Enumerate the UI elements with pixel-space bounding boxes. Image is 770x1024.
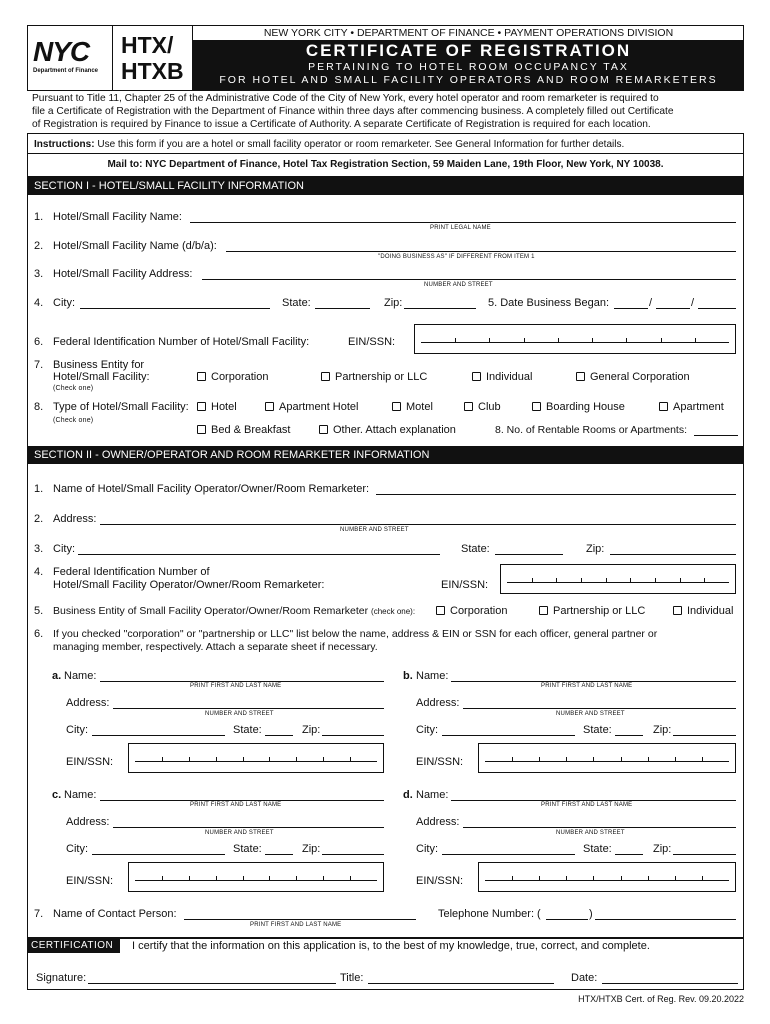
checkbox-label: Corporation: [450, 605, 508, 617]
ein-digit-separator: [680, 578, 681, 583]
s1-date-sep-2: /: [691, 297, 695, 309]
s1-q7-check-hint: (Check one): [53, 385, 94, 392]
ein-digit-separator: [323, 757, 324, 762]
cert-title-field[interactable]: [368, 983, 554, 984]
ein-digit-separator: [621, 876, 622, 881]
checkbox-square: [321, 372, 330, 381]
instructions-divider: [27, 153, 744, 154]
s1-q7-label-1: Business Entity for: [53, 359, 145, 371]
officer-c-name-hint: PRINT FIRST AND LAST NAME: [190, 802, 282, 808]
officer-b-ein-field[interactable]: [478, 743, 736, 773]
form-code-panel: [113, 25, 193, 91]
signature-field[interactable]: [88, 983, 336, 984]
checkbox-square: [197, 372, 206, 381]
officer-a-ein-field[interactable]: [128, 743, 384, 773]
s2-city-field[interactable]: [78, 554, 440, 555]
ein-digit-separator: [593, 757, 594, 762]
s1-q2-hint: "DOING BUSINESS AS" IF DIFFERENT FROM ITEM 1: [378, 254, 535, 260]
s2-q2-label: Address:: [53, 513, 97, 525]
instructions-body: Use this form if you are a hotel or small facility operator or room remarketer. See General Information for further details.: [94, 139, 625, 150]
s1-q1-num: 1.: [34, 211, 44, 223]
officer-c-letter: c.: [52, 789, 62, 801]
ein-digit-separator: [189, 876, 190, 881]
ein-digit-separator: [532, 578, 533, 583]
s2-operator-name-field[interactable]: [376, 494, 736, 495]
s1-type-motel-checkbox[interactable]: [392, 401, 433, 414]
ein-digit-separator: [524, 338, 525, 343]
s1-q3-label: Hotel/Small Facility Address:: [53, 268, 193, 280]
ein-digit-separator: [566, 757, 567, 762]
checkbox-label: Other. Attach explanation: [333, 424, 456, 436]
s2-q5-num: 5.: [34, 605, 44, 617]
form-subtitle-1: PERTAINING TO HOTEL ROOM OCCUPANCY TAX: [308, 61, 629, 73]
s1-entity-partnership-checkbox[interactable]: [321, 371, 427, 384]
checkbox-square: [197, 425, 206, 434]
checkbox-square: [539, 606, 548, 615]
checkbox-label: Boarding House: [546, 401, 625, 413]
s1-q7-num: 7.: [34, 359, 44, 371]
agency-line: NEW YORK CITY • DEPARTMENT OF FINANCE • PAYMENT OPERATIONS DIVISION: [263, 27, 674, 39]
s2-q7-label: Name of Contact Person:: [53, 908, 177, 920]
s2-q5-label: [53, 605, 415, 618]
logo-panel: [27, 25, 113, 91]
s2-address-field[interactable]: [100, 524, 736, 525]
s1-q3-hint: NUMBER AND STREET: [424, 282, 493, 288]
s2-q1-num: 1.: [34, 483, 44, 495]
ein-digit-separator: [189, 757, 190, 762]
s2-q4-label-1: Federal Identification Number of: [53, 566, 210, 578]
s2-phone-close: ): [589, 908, 593, 920]
officer-a-ein-label: EIN/SSN:: [66, 756, 114, 768]
officer-d-address-label: Address:: [416, 816, 460, 828]
ein-digit-separator: [512, 876, 513, 881]
s1-type-apartment-checkbox[interactable]: [659, 401, 724, 414]
s2-q4-label-2: Hotel/Small Facility Operator/Owner/Room Remarketer:: [53, 579, 325, 591]
officer-a-name-field[interactable]: [100, 681, 384, 682]
officer-a-address-hint: NUMBER AND STREET: [205, 711, 274, 717]
s1-q8-label: Type of Hotel/Small Facility:: [53, 401, 189, 413]
checkbox-label: Individual: [486, 371, 533, 383]
ein-digit-separator: [162, 876, 163, 881]
ein-digit-separator: [626, 338, 627, 343]
ein-baseline: [485, 880, 729, 881]
s2-q3-num: 3.: [34, 543, 44, 555]
officer-b-address-hint: NUMBER AND STREET: [556, 711, 625, 717]
officer-a-zip-label: Zip:: [302, 724, 321, 736]
ein-digit-separator: [512, 757, 513, 762]
s1-ein-field[interactable]: [414, 324, 736, 354]
officer-d-address-field[interactable]: [463, 827, 736, 828]
s1-zip-label: Zip:: [384, 297, 403, 309]
s1-type-hotel-checkbox[interactable]: [197, 401, 237, 414]
officer-c-address-field[interactable]: [113, 827, 384, 828]
officer-c-city-field[interactable]: [92, 854, 225, 855]
officer-c-name-field[interactable]: [100, 800, 384, 801]
s1-date-day-field[interactable]: [656, 308, 690, 309]
ein-digit-separator: [556, 578, 557, 583]
instructions-label: Instructions:: [34, 139, 95, 150]
checkbox-square: [659, 402, 668, 411]
s2-q7-num: 7.: [34, 908, 44, 920]
checkbox-label: General Corporation: [590, 371, 690, 383]
officer-a-name-hint: PRINT FIRST AND LAST NAME: [190, 683, 282, 689]
s1-q6-label: Federal Identification Number of Hotel/Small Facility:: [53, 336, 310, 348]
ein-baseline: [485, 761, 729, 762]
ein-digit-separator: [350, 757, 351, 762]
officer-b-name-field[interactable]: [451, 681, 736, 682]
ein-digit-separator: [216, 757, 217, 762]
s2-q5-text: Business Entity of Small Facility Operator/Owner/Room Remarketer: [53, 605, 369, 617]
officer-d-city-label: City:: [416, 843, 438, 855]
ein-digit-separator: [621, 757, 622, 762]
ein-digit-separator: [593, 876, 594, 881]
officer-b-zip-field[interactable]: [673, 735, 736, 736]
s1-q2-label: Hotel/Small Facility Name (d/b/a):: [53, 240, 217, 252]
s2-q5-check-hint: (check one):: [371, 607, 416, 616]
ein-digit-separator: [489, 338, 490, 343]
s1-zip-field[interactable]: [404, 308, 476, 309]
checkbox-label: Apartment: [673, 401, 724, 413]
officer-a-address-field[interactable]: [113, 708, 384, 709]
s1-date-month-field[interactable]: [614, 308, 648, 309]
s1-state-label: State:: [282, 297, 311, 309]
ein-digit-separator: [566, 876, 567, 881]
officer-c-address-label: Address:: [66, 816, 110, 828]
ein-baseline: [135, 761, 377, 762]
ein-digit-separator: [296, 757, 297, 762]
officer-d-state-label: State:: [583, 843, 612, 855]
checkbox-square: [319, 425, 328, 434]
cert-title-label: Title:: [340, 972, 364, 984]
intro-line-2: file a Certificate of Registration with the Department of Finance within three days after commencing business. A completely filled out Certificate: [32, 106, 674, 117]
s1-type-club-checkbox[interactable]: [464, 401, 501, 414]
officer-d-zip-label: Zip:: [653, 843, 672, 855]
checkbox-square: [576, 372, 585, 381]
s2-q4-ein-label: EIN/SSN:: [441, 579, 489, 591]
officer-b-address-label: Address:: [416, 697, 460, 709]
checkbox-label: Partnership or LLC: [335, 371, 428, 383]
s1-q4-num: 4.: [34, 297, 44, 309]
ein-digit-separator: [162, 757, 163, 762]
officer-c-zip-label: Zip:: [302, 843, 321, 855]
s2-q6-line-1: If you checked "corporation" or "partnership or LLC" list below the name, address & EIN or SSN for each officer, general partner or: [53, 628, 658, 640]
s1-entity-individual-checkbox[interactable]: [472, 371, 532, 384]
s2-state-field[interactable]: [495, 554, 563, 555]
checkbox-square: [197, 402, 206, 411]
officer-b-address-field[interactable]: [463, 708, 736, 709]
checkbox-label: Corporation: [211, 371, 269, 383]
s1-q8-check-hint: (Check one): [53, 417, 94, 424]
section-2-header: SECTION II - OWNER/OPERATOR AND ROOM REMARKETER INFORMATION: [27, 446, 744, 464]
officer-b-name-hint: PRINT FIRST AND LAST NAME: [541, 683, 633, 689]
officer-c-name-label: Name:: [64, 789, 97, 801]
officer-b-city-field[interactable]: [442, 735, 575, 736]
s2-q7-hint: PRINT FIRST AND LAST NAME: [250, 922, 342, 928]
ein-digit-separator: [269, 876, 270, 881]
officer-a-state-label: State:: [233, 724, 262, 736]
ein-digit-separator: [704, 578, 705, 583]
checkbox-label: Apartment Hotel: [279, 401, 359, 413]
ein-digit-separator: [702, 757, 703, 762]
s1-state-field[interactable]: [315, 308, 370, 309]
form-subtitle-2: FOR HOTEL AND SMALL FACILITY OPERATORS AND ROOM REMARKETERS: [219, 74, 718, 86]
officer-c-ein-label: EIN/SSN:: [66, 875, 114, 887]
officer-b-state-label: State:: [583, 724, 612, 736]
ein-digit-separator: [296, 876, 297, 881]
cert-date-label: Date:: [571, 972, 598, 984]
checkbox-label: Hotel: [211, 401, 237, 413]
officer-c-state-field[interactable]: [265, 854, 293, 855]
s1-facility-name-field[interactable]: [190, 222, 736, 223]
s1-type-other-checkbox[interactable]: [319, 424, 456, 437]
officer-d-letter: d.: [403, 789, 413, 801]
officer-d-name-label: Name:: [416, 789, 449, 801]
officer-b-zip-label: Zip:: [653, 724, 672, 736]
s1-type-boarding-house-checkbox[interactable]: [532, 401, 625, 414]
certification-statement: I certify that the information on this application is, to the best of my knowledge, true, correct, and complete.: [132, 940, 650, 952]
intro-line-1: Pursuant to Title 11, Chapter 25 of the Administrative Code of the City of New York, every hotel operator and room remarketer is required to: [32, 93, 659, 104]
s2-q2-hint: NUMBER AND STREET: [340, 527, 409, 533]
s2-contact-name-field[interactable]: [184, 919, 416, 920]
s1-city-label: City:: [53, 297, 75, 309]
officer-b-ein-label: EIN/SSN:: [416, 756, 464, 768]
ein-digit-separator: [675, 876, 676, 881]
ein-baseline: [135, 880, 377, 881]
officer-b-name-label: Name:: [416, 670, 449, 682]
s1-dba-field[interactable]: [226, 251, 736, 252]
s1-date-began-label: 5. Date Business Began:: [488, 297, 610, 309]
s1-rentable-rooms-field[interactable]: [694, 435, 738, 436]
s1-address-field[interactable]: [202, 279, 736, 280]
certification-label: CERTIFICATION: [27, 938, 120, 953]
form-revision: HTX/HTXB Cert. of Reg. Rev. 09.20.2022: [578, 994, 744, 1004]
mail-to: Mail to: NYC Department of Finance, Hotel Tax Registration Section, 59 Maiden Lane, 19th Floor, New York, NY 10038.: [107, 159, 664, 170]
checkbox-square: [673, 606, 682, 615]
checkbox-label: Bed & Breakfast: [211, 424, 291, 436]
officer-c-city-label: City:: [66, 843, 88, 855]
ein-digit-separator: [648, 876, 649, 881]
nyc-logo: NYC: [33, 36, 90, 67]
s1-entity-corporation-checkbox[interactable]: [197, 371, 268, 384]
s2-q2-num: 2.: [34, 513, 44, 525]
ein-digit-separator: [606, 578, 607, 583]
s1-date-sep-1: /: [649, 297, 653, 309]
form-code-line2: HTXB: [121, 58, 184, 84]
checkbox-label: Individual: [687, 605, 734, 617]
ein-digit-separator: [648, 757, 649, 762]
ein-digit-separator: [539, 757, 540, 762]
ein-digit-separator: [243, 757, 244, 762]
checkbox-label: Motel: [406, 401, 433, 413]
s1-q6-num: 6.: [34, 336, 44, 348]
s2-city-label: City:: [53, 543, 75, 555]
officer-c-state-label: State:: [233, 843, 262, 855]
s1-type-bed-breakfast-checkbox[interactable]: [197, 424, 291, 437]
checkbox-square: [392, 402, 401, 411]
section-1-header: SECTION I - HOTEL/SMALL FACILITY INFORMATION: [27, 177, 744, 195]
officer-a-letter: a.: [52, 670, 62, 682]
officer-a-address-label: Address:: [66, 697, 110, 709]
officer-c-zip-field[interactable]: [322, 854, 384, 855]
ein-digit-separator: [269, 757, 270, 762]
s2-entity-corporation-checkbox[interactable]: [436, 605, 507, 618]
cert-date-field[interactable]: [602, 983, 738, 984]
s2-phone-label: Telephone Number: (: [438, 908, 541, 920]
s1-q2-num: 2.: [34, 240, 44, 252]
s1-type-apartment-hotel-checkbox[interactable]: [265, 401, 358, 414]
s1-city-field[interactable]: [80, 308, 270, 309]
officer-a-state-field[interactable]: [265, 735, 293, 736]
s1-ein-baseline: [421, 342, 729, 343]
ein-digit-separator: [350, 876, 351, 881]
s1-q3-num: 3.: [34, 268, 44, 280]
ein-digit-separator: [661, 338, 662, 343]
instructions-text: [34, 138, 624, 151]
officer-d-state-field[interactable]: [615, 854, 643, 855]
officer-b-state-field[interactable]: [615, 735, 643, 736]
ein-digit-separator: [558, 338, 559, 343]
ein-digit-separator: [455, 338, 456, 343]
officer-a-zip-field[interactable]: [322, 735, 384, 736]
s1-q1-label: Hotel/Small Facility Name:: [53, 211, 182, 223]
officer-d-name-hint: PRINT FIRST AND LAST NAME: [541, 802, 633, 808]
s1-entity-general-corp-checkbox[interactable]: [576, 371, 690, 384]
officer-b-city-label: City:: [416, 724, 438, 736]
s1-q7-label-2: Hotel/Small Facility:: [53, 371, 150, 383]
officer-a-city-field[interactable]: [92, 735, 225, 736]
ein-digit-separator: [243, 876, 244, 881]
s2-entity-partnership-checkbox[interactable]: [539, 605, 645, 618]
s2-entity-individual-checkbox[interactable]: [673, 605, 733, 618]
ein-digit-separator: [539, 876, 540, 881]
logo-subtitle: Department of Finance: [33, 68, 99, 74]
s1-q1-hint: PRINT LEGAL NAME: [430, 225, 491, 231]
s2-ein-baseline: [507, 582, 729, 583]
s2-zip-label: Zip:: [586, 543, 605, 555]
checkbox-square: [472, 372, 481, 381]
s1-date-year-field[interactable]: [698, 308, 736, 309]
s2-q6-num: 6.: [34, 628, 44, 640]
s2-phone-area-field[interactable]: [546, 919, 588, 920]
s2-q1-label: Name of Hotel/Small Facility Operator/Owner/Room Remarketer:: [53, 483, 370, 495]
checkbox-square: [436, 606, 445, 615]
s2-phone-number-field[interactable]: [595, 919, 736, 920]
ein-digit-separator: [655, 578, 656, 583]
officer-d-ein-label: EIN/SSN:: [416, 875, 464, 887]
ein-digit-separator: [630, 578, 631, 583]
s1-q6-ein-label: EIN/SSN:: [348, 336, 396, 348]
officer-b-letter: b.: [403, 670, 413, 682]
officer-a-city-label: City:: [66, 724, 88, 736]
officer-d-ein-field[interactable]: [478, 862, 736, 892]
ein-digit-separator: [323, 876, 324, 881]
form-title: CERTIFICATE OF REGISTRATION: [305, 41, 632, 60]
ein-digit-separator: [695, 338, 696, 343]
s2-q4-num: 4.: [34, 566, 44, 578]
form-code-line1: HTX/: [121, 32, 174, 58]
officer-d-city-field[interactable]: [442, 854, 575, 855]
checkbox-label: Club: [478, 401, 501, 413]
officer-d-zip-field[interactable]: [673, 854, 736, 855]
s2-ein-field[interactable]: [500, 564, 736, 594]
intro-line-3: of Registration is required by Finance to issue a Certificate of Authority. A separate Certificate of Registration is required for each location.: [32, 119, 651, 130]
ein-digit-separator: [216, 876, 217, 881]
officer-d-address-hint: NUMBER AND STREET: [556, 830, 625, 836]
s2-zip-field[interactable]: [610, 554, 736, 555]
officer-c-ein-field[interactable]: [128, 862, 384, 892]
s1-rentable-rooms-label: 8. No. of Rentable Rooms or Apartments:: [495, 424, 688, 436]
signature-label: Signature:: [36, 972, 87, 984]
s1-q8-num: 8.: [34, 401, 44, 413]
checkbox-square: [265, 402, 274, 411]
s2-state-label: State:: [461, 543, 490, 555]
officer-d-name-field[interactable]: [451, 800, 736, 801]
s2-q6-line-2: managing member, respectively. Attach a separate sheet if necessary.: [53, 641, 378, 653]
officer-a-name-label: Name:: [64, 670, 97, 682]
officer-c-address-hint: NUMBER AND STREET: [205, 830, 274, 836]
checkbox-label: Partnership or LLC: [553, 605, 646, 617]
ein-digit-separator: [702, 876, 703, 881]
ein-digit-separator: [592, 338, 593, 343]
checkbox-square: [464, 402, 473, 411]
checkbox-square: [532, 402, 541, 411]
ein-digit-separator: [581, 578, 582, 583]
ein-digit-separator: [675, 757, 676, 762]
